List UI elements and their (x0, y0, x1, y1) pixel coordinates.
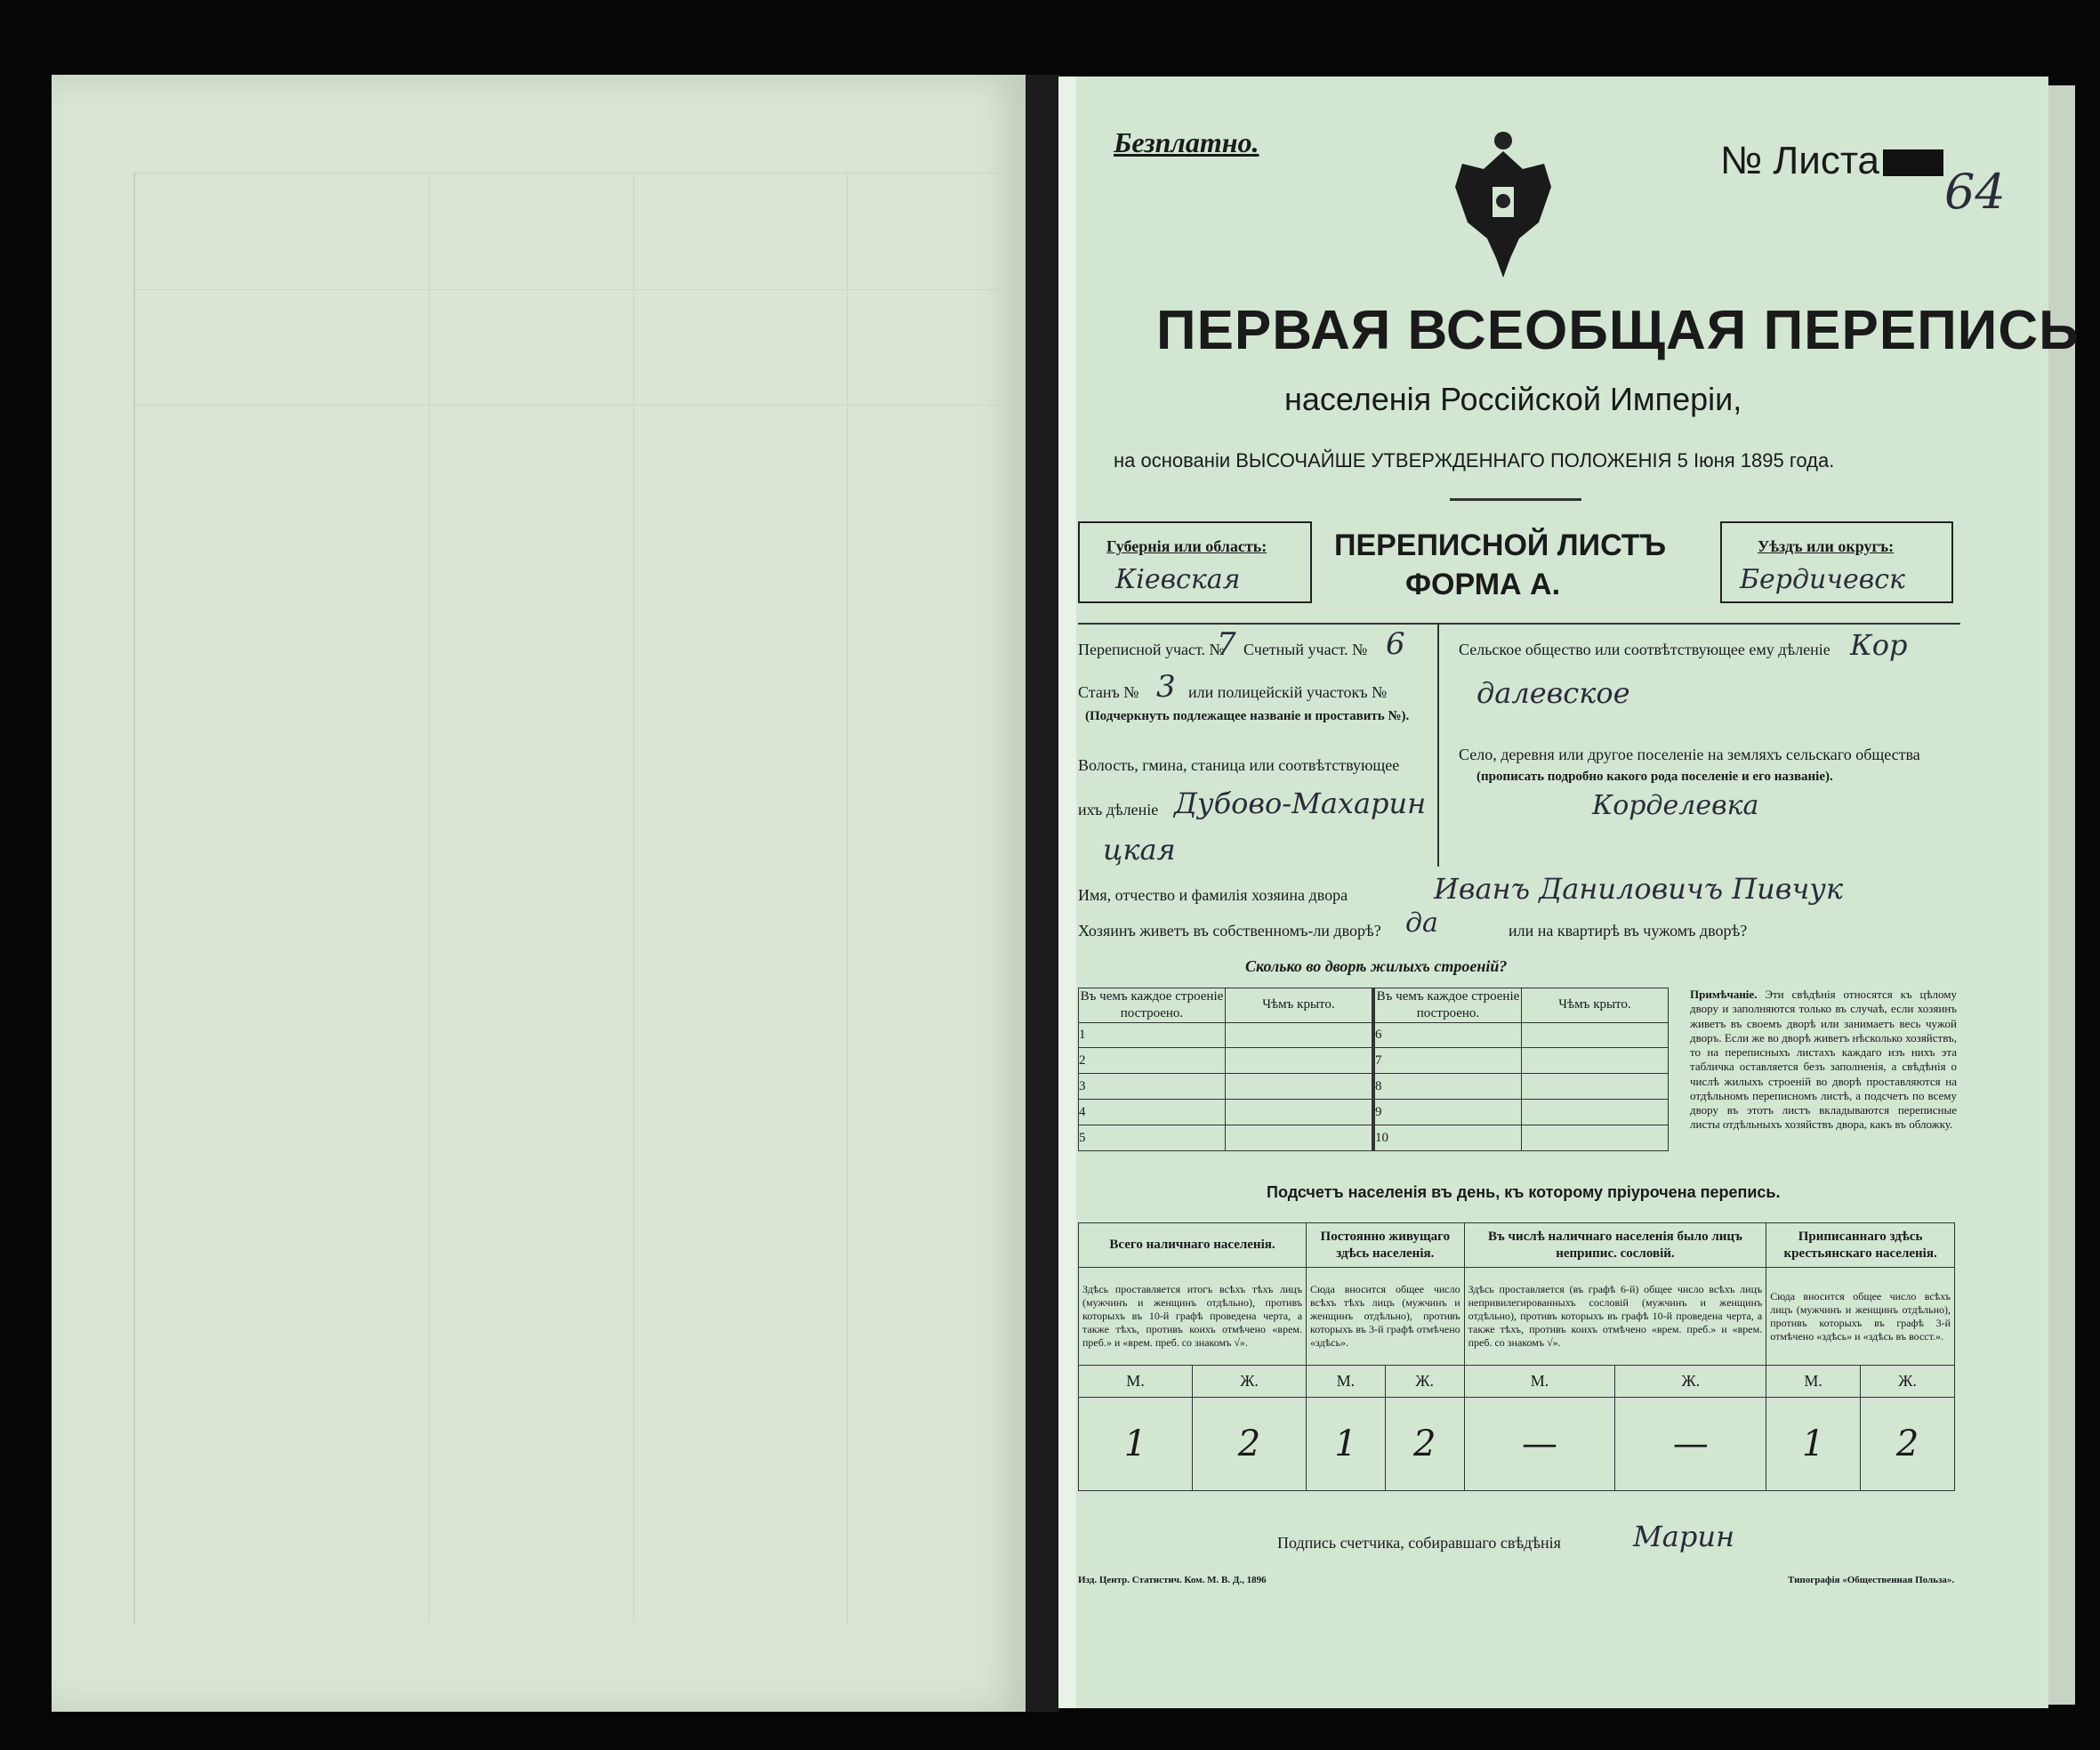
pop-value: 2 (1193, 1398, 1307, 1491)
pop-zh-header: Ж. (1615, 1366, 1766, 1398)
police-label: или полицейскій участокъ № (1188, 683, 1388, 701)
buildings-row-label: 5 (1079, 1125, 1226, 1151)
buildings-col-3: Въ чемъ каждое строеніе построено. (1375, 988, 1522, 1023)
left-page-faded-grid (133, 173, 1025, 1624)
pop-value: 1 (1079, 1398, 1193, 1491)
sheet-number (1720, 139, 1943, 183)
signature-value: Марин (1633, 1520, 1735, 1553)
lives-label-2: или на квартирѣ въ чужомъ дворѣ? (1509, 922, 1748, 940)
lives-label: Хозяинъ живетъ въ собственномъ-ли дворѣ? (1078, 922, 1381, 940)
census-area-value: 7 (1217, 626, 1236, 662)
note-text: Эти свѣдѣнія относятся къ цѣлому двору и заполняются только въ случаѣ, если хозяинъ живетъ въ своемъ дворѣ или занимаетъ весь чужой дворъ. Если же во дворѣ живетъ нѣсколько хозяйствъ, то на переписныхъ листахъ каждаго изъ нихъ эта табличка оставляется безъ заполненія, а свѣдѣнія о числѣ жилыхъ строеній во дворѣ проставляются на отдѣльномъ переписномъ листѣ, а подсчетъ по всему двору въ этотъ листъ вкладываются переписные листы отдѣльныхъ хозяйствъ двора, какъ въ обложку. (1690, 988, 1958, 1132)
pop-zh-header: Ж. (1861, 1366, 1955, 1398)
population-table (1078, 1222, 1955, 1491)
census-decree: на основаніи ВЫСОЧАЙШЕ УТВЕРЖДЕННАГО ПОЛОЖЕНІЯ 5 Іюня 1895 года. (1114, 449, 1835, 472)
pop-m-header: М. (1307, 1366, 1386, 1398)
village-note: (прописать подробно какого рода поселеніе и его названіе). (1476, 770, 1833, 784)
pop-col-title: Всего наличнаго населенія. (1079, 1223, 1307, 1268)
left-page (52, 75, 1026, 1712)
volost-label-2: ихъ дѣленіе (1078, 801, 1159, 819)
printer-left: Изд. Центр. Статистич. Ком. М. В. Д., 1896 (1078, 1575, 1267, 1585)
lives-value: да (1405, 907, 1438, 939)
buildings-question: Сколько во дворѣ жилыхъ строеній? (1245, 957, 1508, 975)
pop-m-header: М. (1079, 1366, 1193, 1398)
pop-col-desc: Сюда вносится общее число всѣхъ лицъ (мужчинъ и женщинъ отдѣльно), противъ которыхъ въ графѣ 3-й отмѣчено «здѣсь» и «здѣсь въ восст.». (1766, 1268, 1955, 1366)
volost-value: Дубово-Махарин (1174, 786, 1427, 820)
pop-col-desc: Здѣсь проставляется (въ графѣ 6-й) общее число всѣхъ лицъ непривилегированныхъ сословій (мужчинъ и женщинъ отдѣльно), противъ которыхъ въ графѣ 10-й проведена черта, а также тѣхъ, противъ коихъ отмѣчено «врем. преб.» и «врем. преб. со знакомъ √». (1464, 1268, 1766, 1366)
buildings-row-label: 4 (1079, 1100, 1226, 1125)
pop-zh-header: Ж. (1193, 1366, 1307, 1398)
district-label: Уѣздъ или округъ: (1758, 537, 1895, 555)
sheet-number-handwritten: 64 (1944, 164, 2006, 220)
buildings-table (1078, 988, 1669, 1151)
buildings-col-1: Въ чемъ каждое строеніе построено. (1079, 988, 1226, 1023)
pop-m-header: М. (1464, 1366, 1615, 1398)
buildings-row-label: 6 (1375, 1022, 1522, 1048)
buildings-row-label: 1 (1079, 1022, 1226, 1048)
pop-col-title: Приписаннаго здѣсь крестьянскаго населенія. (1766, 1223, 1955, 1268)
count-area-label: Счетный участ. № (1243, 641, 1368, 658)
buildings-row-label: 3 (1079, 1074, 1226, 1100)
book-spine (1026, 75, 1059, 1712)
village-value: Корделевка (1592, 790, 1759, 821)
owner-label: Имя, отчество и фамилія хозяина двора (1078, 886, 1348, 904)
buildings-row-label: 7 (1375, 1048, 1522, 1074)
rule-vertical (1437, 625, 1439, 867)
pop-m-header: М. (1766, 1366, 1861, 1398)
buildings-row-label: 2 (1079, 1048, 1226, 1074)
province-label: Губернія или область: (1106, 537, 1267, 555)
province-value: Кіевская (1115, 564, 1241, 595)
owner-value: Иванъ Даниловичъ Пивчук (1434, 872, 1843, 906)
stan-label: Станъ № (1078, 683, 1139, 701)
form-title: ПЕРЕПИСНОЙ ЛИСТЪ (1334, 528, 1667, 562)
pop-col-title: Въ числѣ наличнаго населенія было лицъ неприпис. сословій. (1464, 1223, 1766, 1268)
volost-label: Волость, гмина, станица или соотвѣтствующее (1078, 756, 1400, 774)
census-title: ПЕРВАЯ ВСЕОБЩАЯ ПЕРЕПИСЬ (1156, 300, 2080, 361)
volost-value-2: цкая (1103, 833, 1176, 867)
population-heading: Подсчетъ населенія въ день, къ которому пріурочена перепись. (1267, 1183, 1781, 1201)
printer-right: Типографія «Общественная Польза». (1788, 1575, 1955, 1585)
buildings-row-label: 10 (1375, 1125, 1522, 1151)
sheet-number-label: № Листа (1720, 139, 1880, 182)
page-edge (1058, 77, 1076, 1708)
district-box (1720, 521, 1953, 603)
province-box (1078, 521, 1312, 603)
signature-label: Подпись счетчика, собиравшаго свѣдѣнія (1277, 1534, 1561, 1552)
note-title: Примѣчаніе. (1690, 988, 1758, 1001)
pop-value: 1 (1766, 1398, 1861, 1491)
pop-value: 1 (1307, 1398, 1386, 1491)
buildings-col-4: Чѣмъ крыто. (1521, 988, 1668, 1023)
pop-zh-header: Ж. (1385, 1366, 1464, 1398)
imperial-eagle-emblem (1448, 125, 1558, 285)
free-label: Безплатно. (1114, 126, 1259, 158)
ornament-divider (1450, 498, 1581, 501)
society-value: Кор (1850, 628, 1908, 662)
stan-value: 3 (1156, 669, 1176, 705)
pop-value: — (1615, 1398, 1766, 1491)
rule-top (1078, 623, 1960, 625)
pop-col-title: Постоянно живущаго здѣсь населенія. (1307, 1223, 1465, 1268)
census-area-label: Переписной участ. № (1078, 641, 1225, 658)
society-value-2: далевское (1476, 676, 1630, 710)
note-block (1690, 988, 1957, 1133)
pop-col-desc: Сюда вносится общее число всѣхъ тѣхъ лицъ (мужчинъ и женщинъ отдѣльно), противъ которыхъ въ 3-й графѣ отмѣчено «здѣсь». (1307, 1268, 1465, 1366)
stan-note: (Подчеркнуть подлежащее названіе и проставить №). (1085, 709, 1410, 723)
pop-value: 2 (1861, 1398, 1955, 1491)
buildings-row-label: 9 (1375, 1100, 1522, 1125)
form-subtitle: ФОРМА А. (1405, 568, 1561, 601)
village-label: Село, деревня или другое поселеніе на земляхъ сельскаго общества (1459, 746, 1920, 763)
district-value: Бердичевск (1740, 564, 1905, 595)
buildings-row-label: 8 (1375, 1074, 1522, 1100)
pop-value: 2 (1385, 1398, 1464, 1491)
count-area-value: 6 (1386, 626, 1405, 662)
redaction-block (1883, 149, 1943, 176)
pop-col-desc: Здѣсь проставляется итогъ всѣхъ тѣхъ лицъ (мужчинъ и женщинъ отдѣльно), противъ которыхъ въ 10-й графѣ проведена черта, а также тѣхъ, противъ коихъ отмѣчено «врем. преб.» и «врем. преб. со знакомъ √». (1079, 1268, 1307, 1366)
pop-value: — (1464, 1398, 1615, 1491)
buildings-col-2: Чѣмъ крыто. (1225, 988, 1372, 1023)
census-subtitle: населенія Россійской Имперіи, (1284, 381, 1742, 417)
society-label: Сельское общество или соотвѣтствующее ему дѣленіе (1459, 641, 1830, 658)
